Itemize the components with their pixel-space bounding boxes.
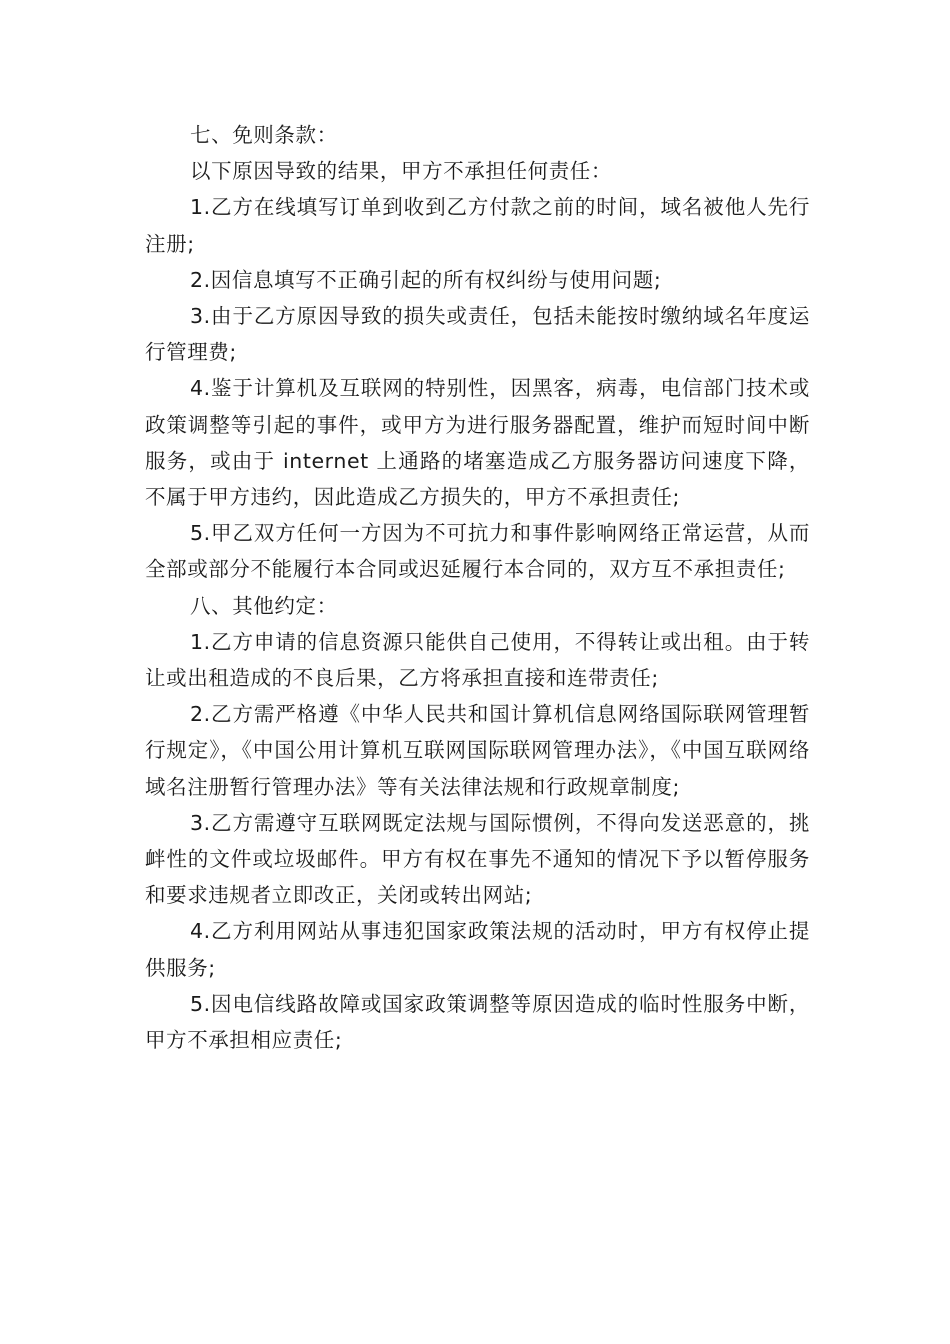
clause-item: 2.乙方需严格遵《中华人民共和国计算机信息网络国际联网管理暂行规定》，《中国公用计算机互联网国际联网管理办法》，《中国互联网络域名注册暂行管理办法》等有关法律法规和行政规章制度; [145,702,810,799]
paragraph: 以下原因导致的结果，甲方不承担任何责任： [190,159,612,184]
document-body [145,117,810,1058]
section-heading-other-agreements: 八、其他约定： [190,593,338,618]
clause-item: 3.由于乙方原因导致的损失或责任，包括未能按时缴纳域名年度运行管理费; [145,304,810,365]
clause-item: 1.乙方申请的信息资源只能供自己使用，不得转让或出租。由于转让或出租造成的不良后果，乙方将承担直接和连带责任; [145,629,810,691]
clause-item: 3.乙方需遵守互联网既定法规与国际惯例，不得向发送恶意的，挑衅性的文件或垃圾邮件。甲方有权在事先不通知的情况下予以暂停服务和要求违规者立即改正，关闭或转出网站; [145,810,810,908]
clause-item: 5.甲乙双方任何一方因为不可抗力和事件影响网络正常运营，从而全部或部分不能履行本合同或迟延履行本合同的，双方互不承担责任; [145,521,810,582]
clause-item: 4.鉴于计算机及互联网的特别性，因黑客，病毒，电信部门技术或政策调整等引起的事件，或甲方为进行服务器配置，维护而短时间中断服务，或由于 internet 上通路的堵塞造成乙方服务器访问速度下降，不属于甲方违约，因此造成乙方损失的，甲方不承担责任; [145,376,810,510]
clause-item: 5.因电信线路故障或国家政策调整等原因造成的临时性服务中断，甲方不承担相应责任; [145,991,810,1053]
clause-item: 4.乙方利用网站从事违犯国家政策法规的活动时，甲方有权停止提供服务; [145,919,810,980]
clause-item: 2.因信息填写不正确引起的所有权纠纷与使用问题; [190,267,662,292]
section-heading-disclaimer: 七、免则条款： [190,123,338,147]
clause-item: 1.乙方在线填写订单到收到乙方付款之前的时间，域名被他人先行注册; [145,195,810,256]
